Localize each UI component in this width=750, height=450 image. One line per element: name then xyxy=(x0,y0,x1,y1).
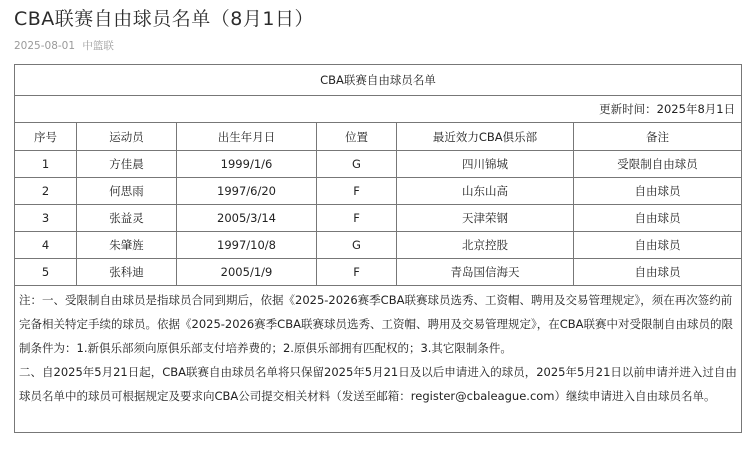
cell-position: F xyxy=(317,259,397,286)
header-player: 运动员 xyxy=(77,123,177,151)
cell-last-club: 四川锦城 xyxy=(397,151,574,178)
cell-last-club: 天津荣钢 xyxy=(397,205,574,232)
cell-position: G xyxy=(317,151,397,178)
cell-position: F xyxy=(317,205,397,232)
publish-date: 2025-08-01 xyxy=(14,40,76,52)
cell-remarks: 自由球员 xyxy=(574,178,742,205)
cell-last-club: 北京控股 xyxy=(397,232,574,259)
cell-player: 方佳晨 xyxy=(77,151,177,178)
cell-player: 朱肇旌 xyxy=(77,232,177,259)
cell-position: G xyxy=(317,232,397,259)
cell-index: 5 xyxy=(15,259,77,286)
table-row xyxy=(15,205,742,232)
cell-remarks: 自由球员 xyxy=(574,232,742,259)
cell-position: F xyxy=(317,178,397,205)
table-row xyxy=(15,178,742,205)
header-position: 位置 xyxy=(317,123,397,151)
cell-last-club: 山东山高 xyxy=(397,178,574,205)
cell-player: 何思雨 xyxy=(77,178,177,205)
note-list-retention-rule: 二、自2025年5月21日起，CBA联赛自由球员名单将只保留2025年5月21日及以后申请进入的球员，2025年5月21日以前申请并进入过自由球员名单中的球员可根据规定及要求向CBA公司提交相关材料（发送至邮箱：register@cbaleague.com）继续申请进入自由球员名单。 xyxy=(19,365,737,403)
cell-remarks: 自由球员 xyxy=(574,205,742,232)
cell-birthdate: 1997/6/20 xyxy=(177,178,317,205)
cell-birthdate: 2005/1/9 xyxy=(177,259,317,286)
cell-player: 张益灵 xyxy=(77,205,177,232)
cell-index: 2 xyxy=(15,178,77,205)
free-agent-table xyxy=(14,64,742,433)
cell-index: 4 xyxy=(15,232,77,259)
cell-index: 1 xyxy=(15,151,77,178)
header-last-club: 最近效力CBA俱乐部 xyxy=(397,123,574,151)
cell-birthdate: 2005/3/14 xyxy=(177,205,317,232)
table-notes xyxy=(15,286,742,433)
cell-birthdate: 1999/1/6 xyxy=(177,151,317,178)
cell-birthdate: 1997/10/8 xyxy=(177,232,317,259)
cell-remarks: 自由球员 xyxy=(574,259,742,286)
cell-remarks: 受限制自由球员 xyxy=(574,151,742,178)
header-index: 序号 xyxy=(15,123,77,151)
article-meta xyxy=(14,38,118,53)
update-time: 更新时间：2025年8月1日 xyxy=(15,96,742,123)
header-remarks: 备注 xyxy=(574,123,742,151)
table-row xyxy=(15,259,742,286)
note-restricted-definition: 注：一、受限制自由球员是指球员合同到期后，依据《2025-2026赛季CBA联赛球员选秀、工资帽、聘用及交易管理规定》，须在再次签约前完备相关特定手续的球员。依据《2025-2026赛季CBA联赛球员选秀、工资帽、聘用及交易管理规定》，在CBA联赛中对受限制自由球员的限制条件为：1.新俱乐部须向原俱乐部支付培养费的；2.原俱乐部拥有匹配权的；3.其它限制条件。 xyxy=(19,293,733,355)
cell-last-club: 青岛国信海天 xyxy=(397,259,574,286)
cell-index: 3 xyxy=(15,205,77,232)
table-header-row xyxy=(15,123,742,151)
table-row xyxy=(15,151,742,178)
page-title: CBA联赛自由球员名单（8月1日） xyxy=(14,8,314,30)
table-caption: CBA联赛自由球员名单 xyxy=(15,65,742,96)
header-birthdate: 出生年月日 xyxy=(177,123,317,151)
article-source: 中篮联 xyxy=(82,40,114,52)
cell-player: 张科迪 xyxy=(77,259,177,286)
table-row xyxy=(15,232,742,259)
